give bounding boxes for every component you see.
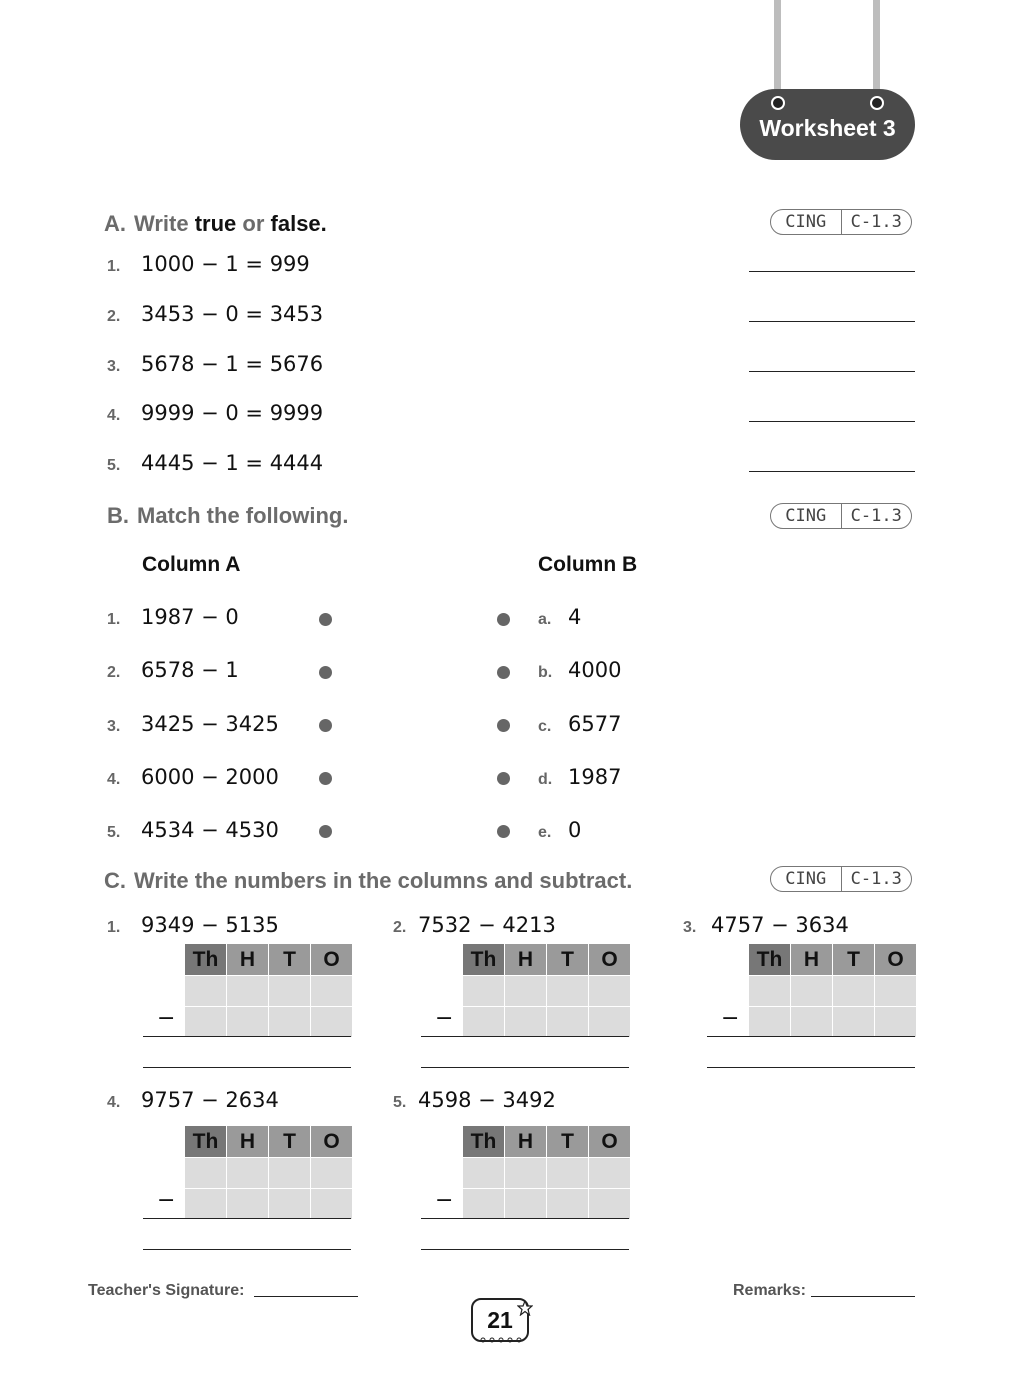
answer-line[interactable] xyxy=(749,371,915,372)
digit-cell[interactable] xyxy=(227,1158,269,1189)
place-value-table xyxy=(462,1125,631,1220)
tag-ring-left-icon xyxy=(771,96,785,110)
page-badge-dots xyxy=(478,1336,524,1344)
badge-code: C-1.3 xyxy=(841,210,912,234)
item-expression: 9999 − 0 = 9999 xyxy=(141,401,324,425)
option-letter: a. xyxy=(538,611,552,628)
match-dot-right[interactable] xyxy=(497,825,510,838)
digit-cell[interactable] xyxy=(463,1189,505,1220)
item-number: 2. xyxy=(393,919,407,936)
answer-line[interactable] xyxy=(749,321,915,322)
item-number: 2. xyxy=(107,664,121,681)
badge-cing: CING xyxy=(785,212,827,232)
header-tens: T xyxy=(547,1126,589,1158)
section-a-letter: A. xyxy=(104,211,126,236)
badge-code: C-1.3 xyxy=(841,504,912,528)
subtract-line xyxy=(421,1218,629,1219)
header-ones: O xyxy=(589,1126,631,1158)
digit-cell[interactable] xyxy=(749,976,791,1007)
hanger-right xyxy=(873,0,880,98)
section-b-heading xyxy=(107,503,348,529)
item-expression: 5678 − 1 = 5676 xyxy=(141,352,324,376)
digit-cell[interactable] xyxy=(589,1007,631,1038)
match-dot-right[interactable] xyxy=(497,719,510,732)
header-hundreds: H xyxy=(791,944,833,976)
digit-cell[interactable] xyxy=(547,1158,589,1189)
digit-cell[interactable] xyxy=(589,976,631,1007)
star-icon xyxy=(517,1300,533,1316)
item-number: 3. xyxy=(107,718,121,735)
item-expression: 3453 − 0 = 3453 xyxy=(141,302,324,326)
match-dot-right[interactable] xyxy=(497,666,510,679)
problem-expression: 4757 − 3634 xyxy=(711,913,849,937)
digit-cell[interactable] xyxy=(269,976,311,1007)
match-dot-left[interactable] xyxy=(319,825,332,838)
item-number: 3. xyxy=(683,919,697,936)
digit-cell[interactable] xyxy=(311,1158,353,1189)
header-hundreds: H xyxy=(227,1126,269,1158)
digit-cell[interactable] xyxy=(269,1007,311,1038)
section-a-badge xyxy=(770,209,912,235)
digit-cell[interactable] xyxy=(311,1189,353,1220)
subtract-line xyxy=(143,1218,351,1219)
column-b-header: Column B xyxy=(538,553,638,576)
digit-cell[interactable] xyxy=(463,1158,505,1189)
option-letter: c. xyxy=(538,718,552,735)
digit-cell[interactable] xyxy=(269,1189,311,1220)
digit-cell[interactable] xyxy=(833,976,875,1007)
badge-cing: CING xyxy=(785,506,827,526)
column-a-expression: 6578 − 1 xyxy=(141,658,239,682)
place-value-table xyxy=(184,1125,353,1220)
column-a-header: Column A xyxy=(142,553,241,576)
header-thousands: Th xyxy=(463,1126,505,1158)
section-a-title-mid: or xyxy=(236,211,271,236)
match-dot-left[interactable] xyxy=(319,666,332,679)
minus-sign: − xyxy=(435,1006,454,1031)
problem-expression: 7532 − 4213 xyxy=(418,913,556,937)
place-value-table xyxy=(462,943,631,1038)
minus-sign: − xyxy=(721,1006,740,1031)
column-a-expression: 6000 − 2000 xyxy=(141,765,279,789)
problem-expression: 9349 − 5135 xyxy=(141,913,279,937)
subtract-line xyxy=(707,1036,915,1037)
digit-cell[interactable] xyxy=(791,1007,833,1038)
column-a-expression: 3425 − 3425 xyxy=(141,712,279,736)
answer-line[interactable] xyxy=(749,471,915,472)
header-ones: O xyxy=(311,944,353,976)
column-b-value: 0 xyxy=(568,818,582,842)
digit-cell[interactable] xyxy=(749,1007,791,1038)
digit-cell[interactable] xyxy=(547,1189,589,1220)
section-a-title-pre: Write xyxy=(134,211,195,236)
place-value-table xyxy=(184,943,353,1038)
worksheet-tag xyxy=(740,89,915,160)
digit-cell[interactable] xyxy=(311,1007,353,1038)
digit-cell[interactable] xyxy=(505,1007,547,1038)
column-a-expression: 4534 − 4530 xyxy=(141,818,279,842)
header-hundreds: H xyxy=(505,1126,547,1158)
column-b-value: 6577 xyxy=(568,712,622,736)
digit-cell[interactable] xyxy=(185,1007,227,1038)
item-expression: 4445 − 1 = 4444 xyxy=(141,451,324,475)
header-tens: T xyxy=(269,944,311,976)
section-b-badge xyxy=(770,503,912,529)
section-a-heading xyxy=(104,211,327,237)
section-c-title: Write the numbers in the columns and subtract. xyxy=(134,868,633,893)
item-number: 2. xyxy=(107,308,121,325)
digit-cell[interactable] xyxy=(227,1189,269,1220)
item-number: 5. xyxy=(393,1094,407,1111)
item-number: 4. xyxy=(107,1094,121,1111)
section-c-heading xyxy=(104,868,632,894)
match-dot-right[interactable] xyxy=(497,613,510,626)
digit-cell[interactable] xyxy=(547,1007,589,1038)
header-tens: T xyxy=(269,1126,311,1158)
header-thousands: Th xyxy=(185,944,227,976)
answer-line[interactable] xyxy=(143,1249,351,1250)
option-letter: b. xyxy=(538,664,553,681)
remarks-label: Remarks: xyxy=(733,1282,806,1299)
section-c-letter: C. xyxy=(104,868,126,893)
subtract-line xyxy=(143,1036,351,1037)
digit-cell[interactable] xyxy=(875,1007,917,1038)
option-letter: e. xyxy=(538,824,552,841)
tag-ring-right-icon xyxy=(870,96,884,110)
header-hundreds: H xyxy=(227,944,269,976)
header-ones: O xyxy=(875,944,917,976)
digit-cell[interactable] xyxy=(875,976,917,1007)
header-tens: T xyxy=(833,944,875,976)
teacher-signature-line[interactable] xyxy=(254,1296,358,1297)
column-b-value: 4000 xyxy=(568,658,622,682)
item-number: 4. xyxy=(107,407,121,424)
item-number: 1. xyxy=(107,611,121,628)
item-number: 5. xyxy=(107,824,121,841)
match-dot-left[interactable] xyxy=(319,719,332,732)
match-dot-left[interactable] xyxy=(319,613,332,626)
place-value-table xyxy=(748,943,917,1038)
digit-cell[interactable] xyxy=(463,1007,505,1038)
digit-cell[interactable] xyxy=(791,976,833,1007)
digit-cell[interactable] xyxy=(463,976,505,1007)
section-b-title: Match the following. xyxy=(137,503,349,528)
digit-cell[interactable] xyxy=(227,1007,269,1038)
match-dot-right[interactable] xyxy=(497,772,510,785)
item-number: 1. xyxy=(107,258,121,275)
digit-cell[interactable] xyxy=(505,976,547,1007)
item-number: 4. xyxy=(107,771,121,788)
minus-sign: − xyxy=(435,1188,454,1213)
option-letter: d. xyxy=(538,771,553,788)
header-thousands: Th xyxy=(185,1126,227,1158)
header-hundreds: H xyxy=(505,944,547,976)
digit-cell[interactable] xyxy=(185,976,227,1007)
hanger-left xyxy=(774,0,781,98)
digit-cell[interactable] xyxy=(547,976,589,1007)
answer-line[interactable] xyxy=(143,1067,351,1068)
problem-expression: 4598 − 3492 xyxy=(418,1088,556,1112)
teacher-signature-label: Teacher's Signature: xyxy=(88,1282,245,1299)
column-a-expression: 1987 − 0 xyxy=(141,605,239,629)
remarks-line[interactable] xyxy=(811,1296,915,1297)
header-thousands: Th xyxy=(749,944,791,976)
badge-cing: CING xyxy=(785,869,827,889)
answer-line[interactable] xyxy=(707,1067,915,1068)
digit-cell[interactable] xyxy=(505,1189,547,1220)
match-dot-left[interactable] xyxy=(319,772,332,785)
header-ones: O xyxy=(589,944,631,976)
digit-cell[interactable] xyxy=(185,1189,227,1220)
digit-cell[interactable] xyxy=(269,1158,311,1189)
badge-code: C-1.3 xyxy=(841,867,912,891)
item-number: 3. xyxy=(107,358,121,375)
minus-sign: − xyxy=(157,1188,176,1213)
minus-sign: − xyxy=(157,1006,176,1031)
answer-line[interactable] xyxy=(421,1067,629,1068)
digit-cell[interactable] xyxy=(833,1007,875,1038)
column-b-value: 4 xyxy=(568,605,582,629)
header-tens: T xyxy=(547,944,589,976)
page-number: 21 xyxy=(487,1306,513,1333)
digit-cell[interactable] xyxy=(311,976,353,1007)
section-a-title-end: . xyxy=(320,211,327,236)
digit-cell[interactable] xyxy=(589,1158,631,1189)
digit-cell[interactable] xyxy=(505,1158,547,1189)
digit-cell[interactable] xyxy=(589,1189,631,1220)
section-b-letter: B. xyxy=(107,503,129,528)
digit-cell[interactable] xyxy=(185,1158,227,1189)
digit-cell[interactable] xyxy=(227,976,269,1007)
item-expression: 1000 − 1 = 999 xyxy=(141,252,310,276)
section-c-badge xyxy=(770,866,912,892)
section-a-title-false: false xyxy=(270,211,321,236)
answer-line[interactable] xyxy=(421,1249,629,1250)
section-a-title-true: true xyxy=(194,211,237,236)
answer-line[interactable] xyxy=(749,271,915,272)
problem-expression: 9757 − 2634 xyxy=(141,1088,279,1112)
item-number: 1. xyxy=(107,919,121,936)
worksheet-label: Worksheet 3 xyxy=(759,115,896,141)
header-thousands: Th xyxy=(463,944,505,976)
answer-line[interactable] xyxy=(749,421,915,422)
column-b-value: 1987 xyxy=(568,765,622,789)
item-number: 5. xyxy=(107,457,121,474)
header-ones: O xyxy=(311,1126,353,1158)
subtract-line xyxy=(421,1036,629,1037)
